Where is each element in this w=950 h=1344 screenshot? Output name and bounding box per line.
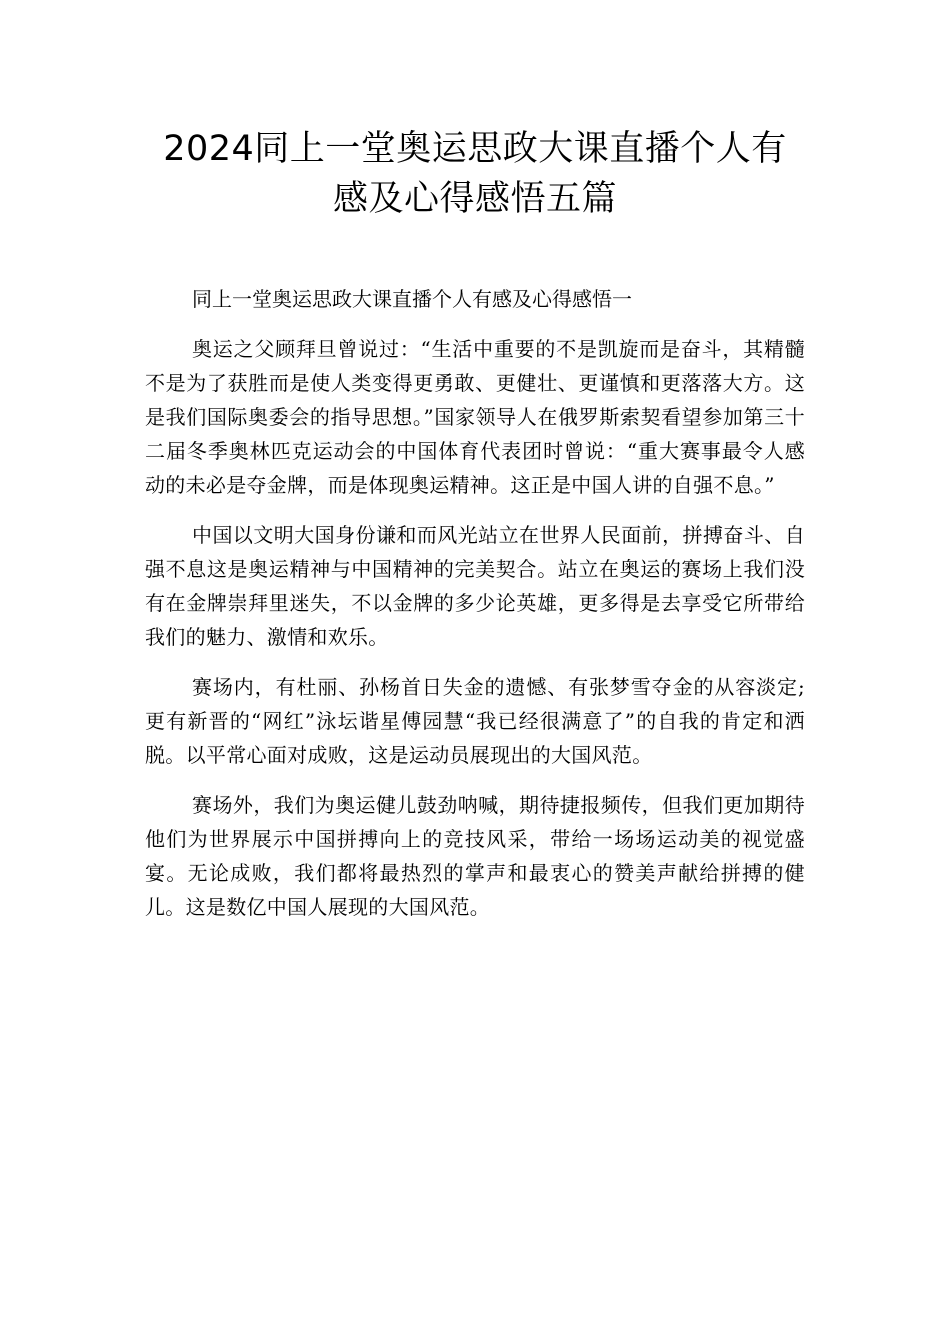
paragraph-1: 奥运之父顾拜旦曾说过：“生活中重要的不是凯旋而是奋斗，其精髓不是为了获胜而是使人类变得更勇敢、更健壮、更谨慎和更落落大方。这是我们国际奥委会的指导思想。”国家领导人在俄罗斯索契看望参加第三十二届冬季奥林匹克运动会的中国体育代表团时曾说：“重大赛事最令人感动的未必是夺金牌，而是体现奥运精神。这正是中国人讲的自强不息。” [145, 337, 805, 497]
paragraph-2: 中国以文明大国身份谦和而风光站立在世界人民面前，拼搏奋斗、自强不息这是奥运精神与中国精神的完美契合。站立在奥运的赛场上我们没有在金牌崇拜里迷失，不以金牌的多少论英雄，更多得是去享受它所带给我们的魅力、激情和欢乐。 [145, 523, 805, 649]
title-line-2: 感及心得感悟五篇 [332, 179, 617, 219]
paragraph-4: 赛场外，我们为奥运健儿鼓劲呐喊，期待捷报频传，但我们更加期待他们为世界展示中国拼搏向上的竞技风采，带给一场场运动美的视觉盛宴。无论成败，我们都将最热烈的掌声和最衷心的赞美声献给拼搏的健儿。这是数亿中国人展现的大国风范。 [145, 793, 805, 919]
document-body [145, 282, 805, 940]
paragraph-3: 赛场内，有杜丽、孙杨首日失金的遗憾、有张梦雪夺金的从容淡定;更有新晋的“网红”泳坛谐星傅园慧“我已经很满意了”的自我的肯定和洒脱。以平常心面对成败，这是运动员展现出的大国风范。 [145, 675, 805, 767]
section-heading: 同上一堂奥运思政大课直播个人有感及心得感悟一 [192, 287, 632, 311]
document-title [120, 124, 830, 224]
title-line-1: 2024同上一堂奥运思政大课直播个人有 [163, 129, 787, 169]
